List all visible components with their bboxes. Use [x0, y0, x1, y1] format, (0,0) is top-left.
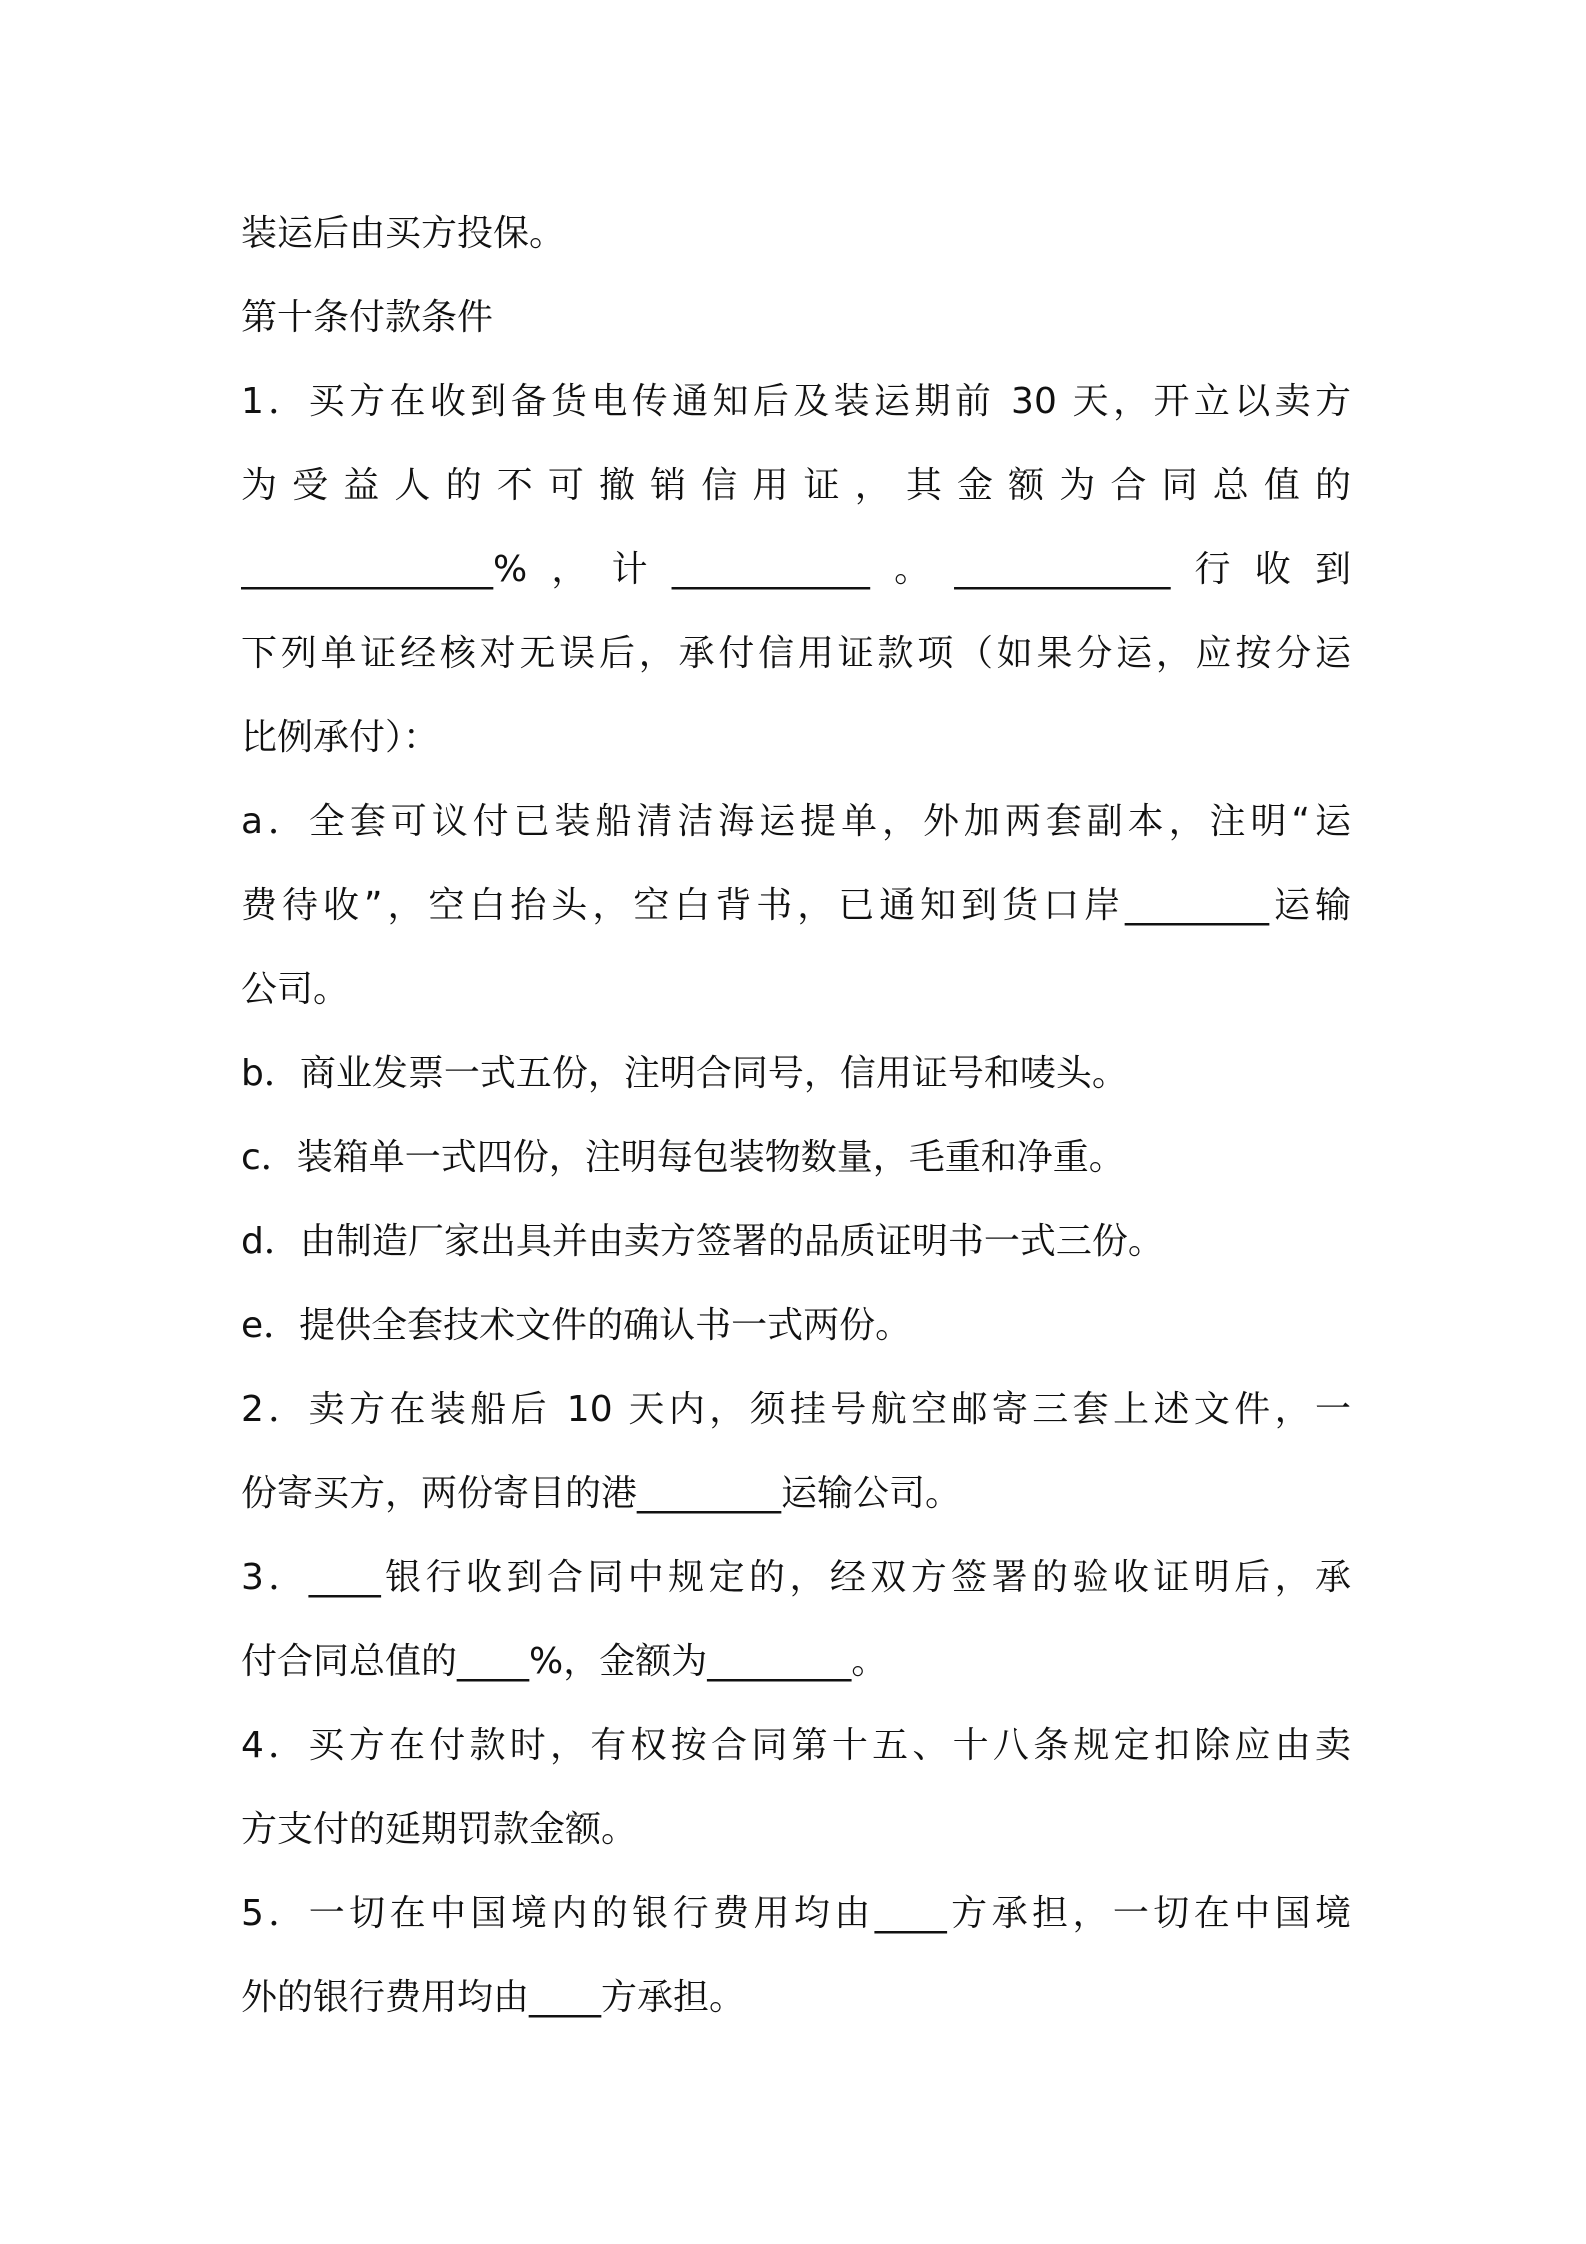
text-line: ______________%，计___________。____________行收到	[241, 549, 1351, 590]
text-line: 费待收”，空白抬头，空白背书，已通知到货口岸________运输	[241, 885, 1351, 926]
text-line: a．全套可议付已装船清洁海运提单，外加两套副本，注明“运	[241, 801, 1351, 842]
text-line: d．由制造厂家出具并由卖方签署的品质证明书一式三份。	[241, 1221, 1164, 1262]
text-line: 1．买方在收到备货电传通知后及装运期前 30 天，开立以卖方	[241, 381, 1351, 422]
text-line: 比例承付）：	[241, 717, 440, 758]
text-line: b．商业发票一式五份，注明合同号，信用证号和唛头。	[241, 1053, 1128, 1094]
text-line: 方支付的延期罚款金额。	[241, 1809, 638, 1850]
text-line: 付合同总值的____%，金额为________。	[241, 1641, 888, 1682]
document-body	[241, 192, 1351, 2040]
text-line: 下列单证经核对无误后，承付信用证款项（如果分运，应按分运	[241, 633, 1351, 674]
text-line: e．提供全套技术文件的确认书一式两份。	[241, 1305, 912, 1346]
text-line: 3．____银行收到合同中规定的，经双方签署的验收证明后，承	[241, 1557, 1351, 1598]
text-line: 2．卖方在装船后 10 天内，须挂号航空邮寄三套上述文件，一	[241, 1389, 1351, 1430]
text-line: c．装箱单一式四份，注明每包装物数量，毛重和净重。	[241, 1137, 1125, 1178]
text-line: 外的银行费用均由____方承担。	[241, 1977, 746, 2018]
section-heading: 第十条付款条件	[241, 297, 494, 338]
text-line: 公司。	[241, 969, 350, 1010]
text-line: 4．买方在付款时，有权按合同第十五、十八条规定扣除应由卖	[241, 1725, 1351, 1766]
text-line: 为 受 益 人 的 不 可 撤 销 信 用 证 ， 其 金 额 为 合 同 总 值 的	[241, 465, 1351, 506]
text-line: 装运后由买方投保。	[241, 213, 566, 254]
text-line: 份寄买方，两份寄目的港________运输公司。	[241, 1473, 962, 1514]
text-line: 5．一切在中国境内的银行费用均由____方承担，一切在中国境	[241, 1893, 1351, 1934]
